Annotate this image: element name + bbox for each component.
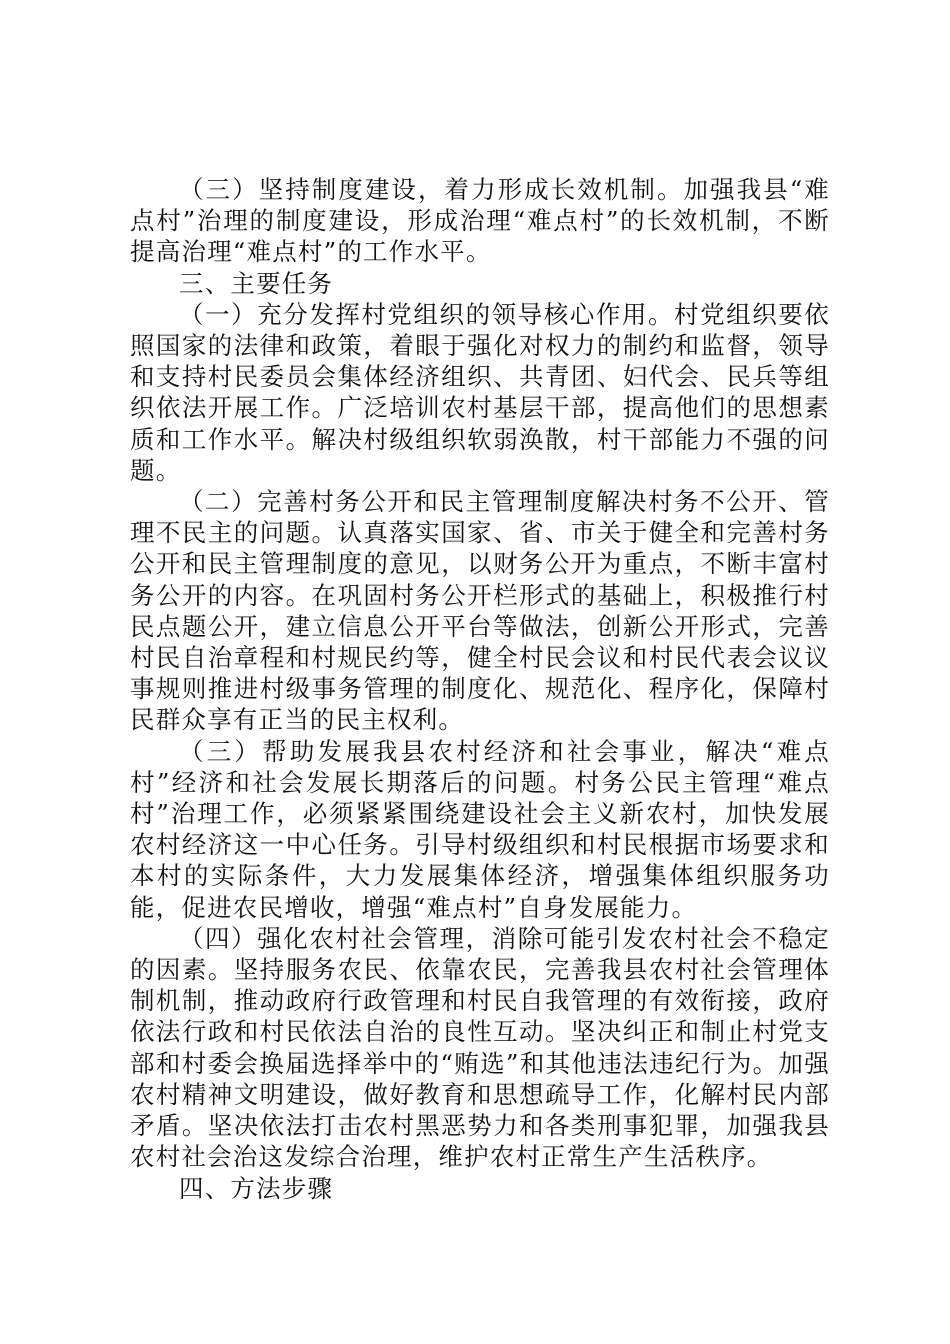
paragraph-village-affairs-openness: （二）完善村务公开和民主管理制度解决村务不公开、管理不民主的问题。认真落实国家、省、市关于健全和完善村务公开和民主管理制度的意见，以财务公开为重点，不断丰富村务公开的内容。在巩固村务公开栏形式的基础上，积极推行村民点题公开，建立信息公开平台等做法，创新公开形式，完善村民自治章程和村规民约等，健全村民会议和村民代表会议议事规则推进村级事务管理的制度化、规范化、程序化，保障村民群众享有正当的民主权利。 <box>130 487 830 735</box>
paragraph-rural-economy: （三）帮助发展我县农村经济和社会事业，解决“难点村”经济和社会发展长期落后的问题。村务公民主管理“难点村”治理工作，必须紧紧围绕建设社会主义新农村，加快发展农村经济这一中心任务。引导村级组织和村民根据市场要求和本村的实际条件，大力发展集体经济，增强集体组织服务功能，促进农民增收，增强“难点村”自身发展能力。 <box>130 736 830 922</box>
paragraph-party-leadership: （一）充分发挥村党组织的领导核心作用。村党组织要依照国家的法律和政策，着眼于强化对权力的制约和监督，领导和支持村民委员会集体经济组织、共青团、妇代会、民兵等组织依法开展工作。广泛培训农村基层干部，提高他们的思想素质和工作水平。解决村级组织软弱涣散，村干部能力不强的问题。 <box>130 299 830 485</box>
section-heading-main-tasks: 三、主要任务 <box>179 268 334 298</box>
section-heading-methods-steps: 四、方法步骤 <box>179 1173 334 1203</box>
document-body <box>130 174 830 1204</box>
paragraph-institution-building: （三）坚持制度建设，着力形成长效机制。加强我县“难点村”治理的制度建设，形成治理“难点村”的长效机制，不断提高治理“难点村”的工作水平。 <box>130 175 830 267</box>
paragraph-social-management: （四）强化农村社会管理，消除可能引发农村社会不稳定的因素。坚持服务农民、依靠农民，完善我县农村社会管理体制机制，推动政府行政管理和村民自我管理的有效衔接，政府依法行政和村民依法自治的良性互动。坚决纠正和制止村党支部和村委会换届选择举中的“贿选”和其他违法违纪行为。加强农村精神文明建设，做好教育和思想疏导工作，化解村民内部矛盾。坚决依法打击农村黑恶势力和各类刑事犯罪，加强我县农村社会治这发综合治理，维护农村正常生产生活秩序。 <box>130 923 830 1172</box>
